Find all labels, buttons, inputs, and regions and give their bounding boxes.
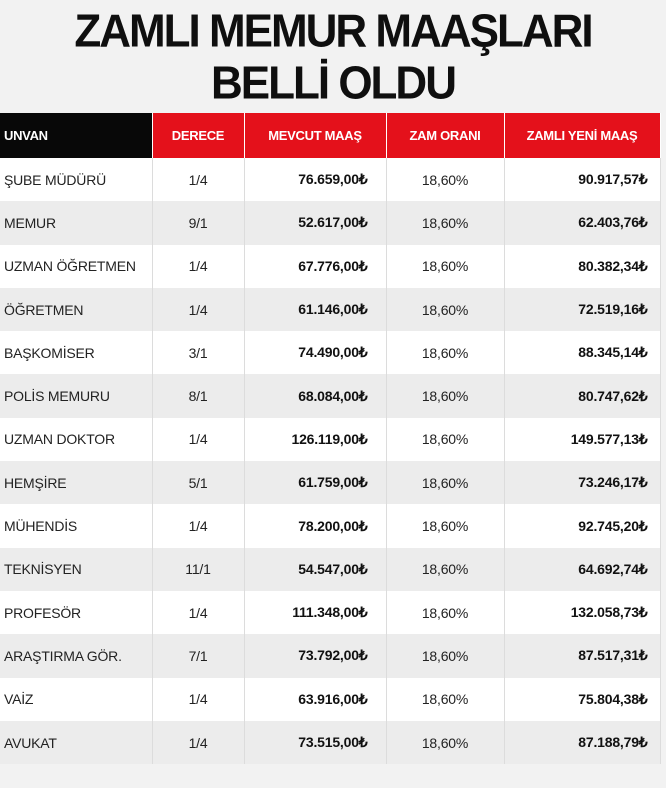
table-row: [0, 634, 660, 677]
table-row: [0, 245, 660, 288]
cell-zam-orani: 18,60%: [386, 461, 504, 504]
cell-zam-orani: 18,60%: [386, 158, 504, 201]
cell-zamli-yeni-maas: 132.058,73₺: [504, 591, 660, 634]
table-header-row: [0, 113, 660, 158]
cell-zamli-yeni-maas: 72.519,16₺: [504, 288, 660, 331]
table-row: [0, 374, 660, 417]
cell-derece: 1/4: [152, 245, 244, 288]
cell-zamli-yeni-maas: 75.804,38₺: [504, 678, 660, 721]
cell-zam-orani: 18,60%: [386, 201, 504, 244]
cell-zamli-yeni-maas: 80.382,34₺: [504, 245, 660, 288]
cell-unvan: ARAŞTIRMA GÖR.: [0, 634, 152, 677]
cell-zamli-yeni-maas: 62.403,76₺: [504, 201, 660, 244]
cell-unvan: UZMAN ÖĞRETMEN: [0, 245, 152, 288]
cell-mevcut-maas: 76.659,00₺: [244, 158, 386, 201]
cell-unvan: MEMUR: [0, 201, 152, 244]
cell-derece: 5/1: [152, 461, 244, 504]
header-derece: DERECE: [152, 113, 244, 158]
cell-derece: 1/4: [152, 721, 244, 764]
cell-zam-orani: 18,60%: [386, 678, 504, 721]
table-row: [0, 721, 660, 764]
cell-unvan: ŞUBE MÜDÜRÜ: [0, 158, 152, 201]
cell-zamli-yeni-maas: 90.917,57₺: [504, 158, 660, 201]
cell-mevcut-maas: 54.547,00₺: [244, 548, 386, 591]
title-line-2: BELLİ OLDU: [211, 57, 455, 110]
cell-derece: 7/1: [152, 634, 244, 677]
cell-derece: 8/1: [152, 374, 244, 417]
table-row: [0, 591, 660, 634]
cell-zamli-yeni-maas: 92.745,20₺: [504, 504, 660, 547]
cell-unvan: POLİS MEMURU: [0, 374, 152, 417]
header-zam-orani: ZAM ORANI: [386, 113, 504, 158]
table-row: [0, 331, 660, 374]
cell-derece: 3/1: [152, 331, 244, 374]
cell-zam-orani: 18,60%: [386, 721, 504, 764]
cell-zamli-yeni-maas: 73.246,17₺: [504, 461, 660, 504]
table-row: [0, 548, 660, 591]
cell-zam-orani: 18,60%: [386, 418, 504, 461]
cell-unvan: ÖĞRETMEN: [0, 288, 152, 331]
table-row: [0, 158, 660, 201]
cell-unvan: MÜHENDİS: [0, 504, 152, 547]
header-zamli-yeni-maas: ZAMLI YENİ MAAŞ: [504, 113, 660, 158]
cell-derece: 1/4: [152, 288, 244, 331]
cell-mevcut-maas: 73.515,00₺: [244, 721, 386, 764]
cell-mevcut-maas: 67.776,00₺: [244, 245, 386, 288]
cell-unvan: VAİZ: [0, 678, 152, 721]
cell-mevcut-maas: 68.084,00₺: [244, 374, 386, 417]
cell-mevcut-maas: 78.200,00₺: [244, 504, 386, 547]
cell-unvan: TEKNİSYEN: [0, 548, 152, 591]
header-unvan: UNVAN: [0, 113, 152, 158]
cell-unvan: HEMŞİRE: [0, 461, 152, 504]
cell-derece: 9/1: [152, 201, 244, 244]
cell-zamli-yeni-maas: 64.692,74₺: [504, 548, 660, 591]
salary-table: [0, 113, 661, 764]
cell-zamli-yeni-maas: 149.577,13₺: [504, 418, 660, 461]
cell-derece: 1/4: [152, 504, 244, 547]
cell-unvan: AVUKAT: [0, 721, 152, 764]
cell-zam-orani: 18,60%: [386, 591, 504, 634]
cell-zam-orani: 18,60%: [386, 374, 504, 417]
cell-mevcut-maas: 63.916,00₺: [244, 678, 386, 721]
table-row: [0, 504, 660, 547]
title-line-1: ZAMLI MEMUR MAAŞLARI: [74, 5, 592, 58]
page-title: [0, 6, 666, 110]
cell-mevcut-maas: 61.146,00₺: [244, 288, 386, 331]
cell-mevcut-maas: 73.792,00₺: [244, 634, 386, 677]
cell-unvan: PROFESÖR: [0, 591, 152, 634]
cell-zamli-yeni-maas: 87.517,31₺: [504, 634, 660, 677]
cell-unvan: BAŞKOMİSER: [0, 331, 152, 374]
cell-derece: 11/1: [152, 548, 244, 591]
table-row: [0, 418, 660, 461]
cell-mevcut-maas: 74.490,00₺: [244, 331, 386, 374]
cell-zam-orani: 18,60%: [386, 245, 504, 288]
header-mevcut-maas: MEVCUT MAAŞ: [244, 113, 386, 158]
cell-derece: 1/4: [152, 678, 244, 721]
cell-derece: 1/4: [152, 591, 244, 634]
table-row: [0, 201, 660, 244]
cell-derece: 1/4: [152, 158, 244, 201]
cell-unvan: UZMAN DOKTOR: [0, 418, 152, 461]
cell-zam-orani: 18,60%: [386, 288, 504, 331]
cell-zam-orani: 18,60%: [386, 331, 504, 374]
cell-derece: 1/4: [152, 418, 244, 461]
cell-zam-orani: 18,60%: [386, 504, 504, 547]
cell-zamli-yeni-maas: 88.345,14₺: [504, 331, 660, 374]
cell-zamli-yeni-maas: 80.747,62₺: [504, 374, 660, 417]
cell-zam-orani: 18,60%: [386, 634, 504, 677]
cell-mevcut-maas: 52.617,00₺: [244, 201, 386, 244]
table-row: [0, 678, 660, 721]
cell-mevcut-maas: 126.119,00₺: [244, 418, 386, 461]
table-row: [0, 288, 660, 331]
cell-mevcut-maas: 111.348,00₺: [244, 591, 386, 634]
table-row: [0, 461, 660, 504]
cell-zam-orani: 18,60%: [386, 548, 504, 591]
cell-mevcut-maas: 61.759,00₺: [244, 461, 386, 504]
cell-zamli-yeni-maas: 87.188,79₺: [504, 721, 660, 764]
